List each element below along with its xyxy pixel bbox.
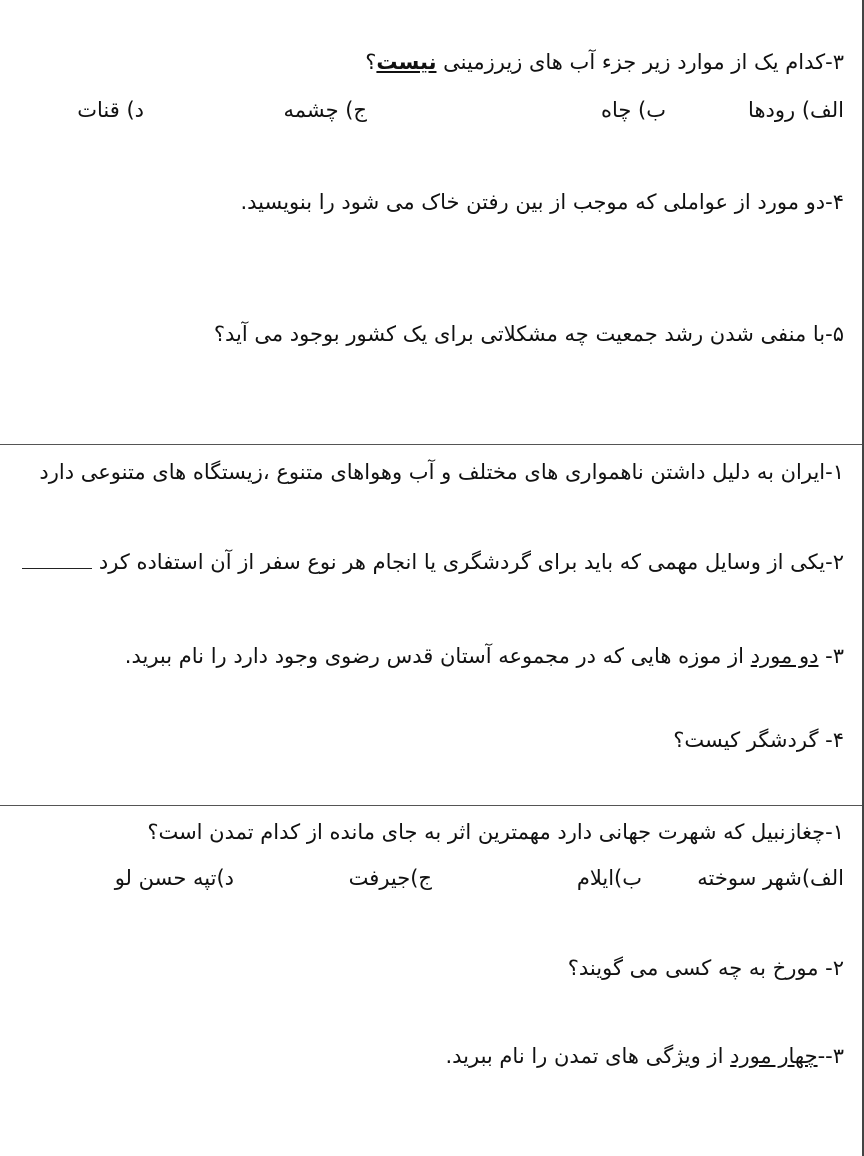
question-s2-q3-underlined: دو مورد	[750, 644, 819, 668]
question-s1-q4: ۴-دو مورد از عواملی که موجب از بین رفتن خاک می شود را بنویسید.	[240, 190, 844, 214]
question-s1-q3-emphasis: نیست	[376, 50, 437, 74]
question-s1-q3	[365, 46, 844, 78]
option-s3-q1-d: د)تپه حسن لو	[114, 866, 234, 890]
question-s3-q3-pre: ۳--	[817, 1044, 844, 1068]
question-s2-q3-pre: ۳-	[818, 644, 844, 668]
section-divider	[0, 805, 862, 806]
section-divider	[0, 444, 862, 445]
question-s3-q1: ۱-چغازنبیل که شهرت جهانی دارد مهمترین اثر به جای مانده از کدام تمدن است؟	[147, 820, 844, 844]
question-s2-q2	[0, 546, 844, 578]
question-s2-q1: ۱-ایران به دلیل داشتن ناهمواری های مختلف و آب وهواهای متنوع ،زیستگاه های متنوعی دارد	[39, 460, 844, 484]
question-s1-q3-post: ؟	[365, 50, 377, 74]
question-s3-q2: ۲- مورخ به چه کسی می گویند؟	[567, 956, 844, 980]
question-s3-q3-underlined: چهار مورد	[730, 1044, 818, 1068]
option-s3-q1-b: ب)ایلام	[576, 866, 642, 890]
question-s1-q5: ۵-با منفی شدن رشد جمعیت چه مشکلاتی برای یک کشور بوجود می آید؟	[213, 322, 844, 346]
question-s2-q3	[125, 640, 844, 672]
option-s1-q3-c: ج) چشمه	[283, 98, 367, 122]
question-s2-q3-post: از موزه هایی که در مجموعه آستان قدس رضوی وجود دارد را نام ببرید.	[124, 644, 751, 668]
answer-blank	[22, 548, 92, 569]
question-s2-q4: ۴- گردشگر کیست؟	[673, 728, 844, 752]
option-s3-q1-a: الف)شهر سوخته	[697, 866, 844, 890]
option-s1-q3-b: ب) چاه	[600, 98, 666, 122]
question-s2-q2-text: ۲-یکی از وسایل مهمی که باید برای گردشگری یا انجام هر نوع سفر از آن استفاده کرد	[98, 550, 844, 574]
option-s1-q3-a: الف) رودها	[748, 98, 844, 122]
option-s3-q1-c: ج)جیرفت	[348, 866, 432, 890]
question-s1-q3-pre: ۳-کدام یک از موارد زیر جزء آب های زیرزمینی	[436, 50, 844, 74]
question-s3-q3	[445, 1040, 844, 1072]
option-s1-q3-d: د) قنات	[77, 98, 144, 122]
question-s3-q3-post: از ویژگی های تمدن را نام ببرید.	[445, 1044, 731, 1068]
